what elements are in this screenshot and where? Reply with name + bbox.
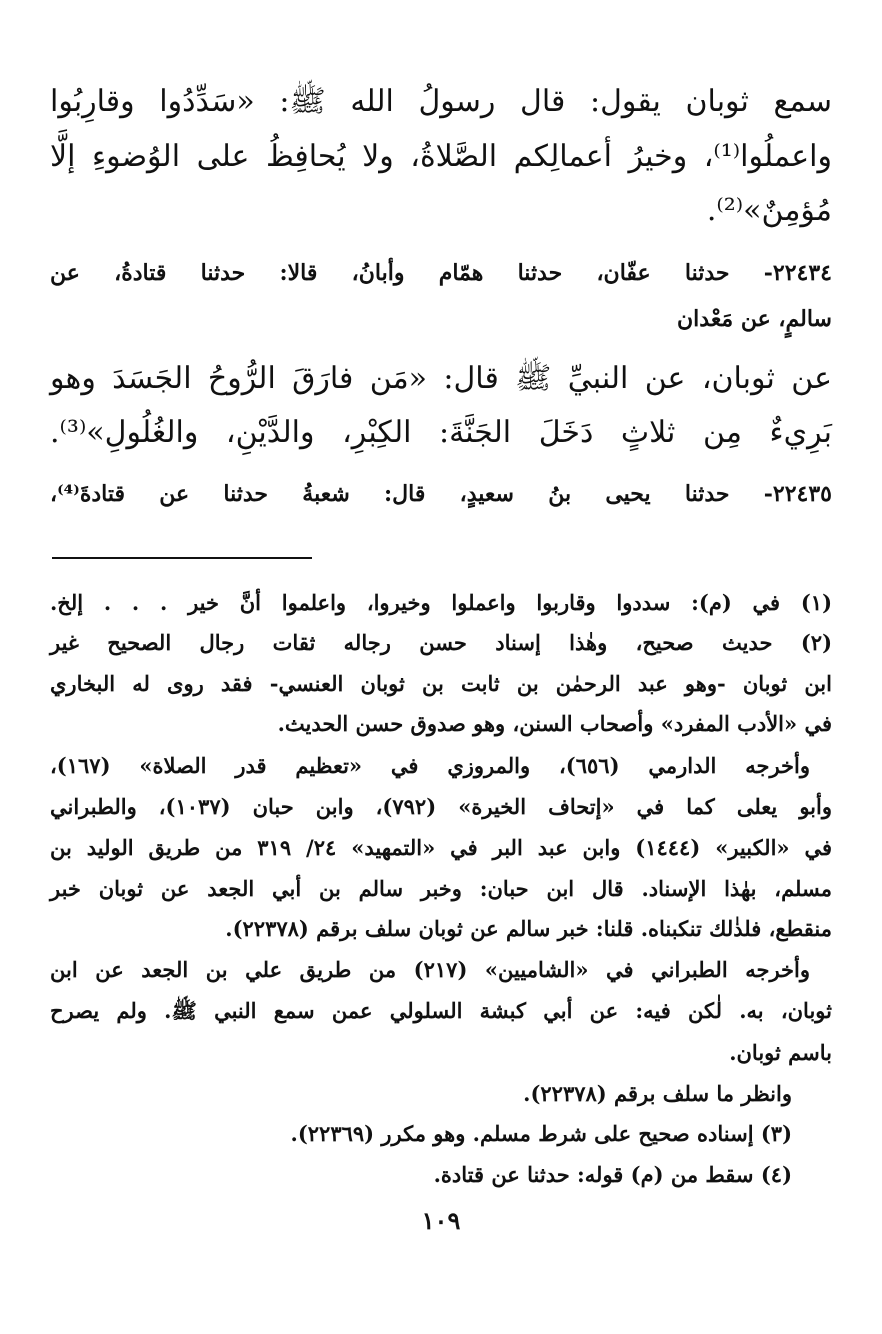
footnote-2-line-3: في «الأدب المفرد» وأصحاب السنن، وهو صدوق حسن الحديث. [277,711,832,736]
footnote-2-line-10: ثوبان، به. لٰكن فيه: عن أبي كبشة السلولي عمن سمع النبي ﷺ. ولم يصرح [50,998,832,1023]
isnad-22434-line-2: سالمٍ، عن مَعْدان [677,306,832,332]
footnote-2-line-2: ابن ثوبان -وهو عبد الرحمٰن بن ثابت بن ثوبان العنسي- فقد روى له البخاري [50,671,832,696]
footnote-2-line-5: وأبو يعلى كما في «إتحاف الخيرة» (٧٩٢)، وابن حبان (١٠٣٧)، والطبراني [50,794,832,819]
footnote-4: (٤) سقط من (م) قوله: حدثنا عن قتادة. [433,1162,792,1187]
footnote-2-line-4: وأخرجه الدارمي (٦٥٦)، والمروزي في «تعظيم قدر الصلاة» (١٦٧)، [50,753,810,778]
isnad-22435-line: ٢٢٤٣٥- حدثنا يحيى بنُ سعيدٍ، قال: شعبةُ حدثنا عن قتادةَ⁽⁴⁾، [50,481,832,507]
footnote-2-line-8: منقطع، فلذٰلك تنكبناه. قلنا: خبر سالم عن ثوبان سلف برقم (٢٢٣٧٨). [225,916,832,941]
hadith-line-1: سمع ثوبان يقول: قال رسولُ الله ﷺ: «سَدِّدُوا وقارِبُوا [50,84,832,119]
footnote-1: (١) في (م): سددوا وقاربوا واعملوا وخيروا، واعلموا أنَّ خير . . . إلخ. [50,590,832,615]
hadith-22434-line-1: عن ثوبان، عن النبيِّ ﷺ قال: «مَن فارَقَ الرُّوحُ الجَسَدَ وهو [50,361,832,396]
page-number: ١٠٩ [421,1206,461,1235]
footnote-2-line-1: (٢) حديث صحيح، وهٰذا إسناد حسن رجاله ثقات رجال الصحيح غير [50,630,832,655]
footnote-2-line-9: وأخرجه الطبراني في «الشاميين» (٢١٧) من طريق علي بن الجعد عن ابن [50,957,810,982]
hadith-line-3: مُؤمِنٌ»⁽²⁾. [706,193,832,228]
footnote-2-line-11: باسم ثوبان. [729,1040,832,1065]
footnote-2-line-6: في «الكبير» (١٤٤٤) وابن عبد البر في «التمهيد» ٢٤/ ٣١٩ من طريق الوليد بن [50,835,833,860]
isnad-22434-line-1: ٢٢٤٣٤- حدثنا عفّان، حدثنا همّام وأبانُ، قالا: حدثنا قتادةُ، عن [50,260,832,286]
footnote-2-line-7: مسلم، بهٰذا الإسناد. قال ابن حبان: وخبر سالم بن أبي الجعد عن ثوبان خبر [50,876,832,901]
footnote-2-line-12: وانظر ما سلف برقم (٢٢٣٧٨). [523,1081,792,1106]
footnote-3: (٣) إسناده صحيح على شرط مسلم. وهو مكرر (٢٢٣٦٩). [290,1121,792,1146]
hadith-line-2: واعملُوا⁽¹⁾، وخيرُ أعمالِكم الصَّلاةُ، ولا يُحافِظُ على الوُضوءِ إلَّا [50,139,832,174]
footnote-separator [52,557,312,559]
hadith-22434-line-2: بَرِيءٌ مِن ثلاثٍ دَخَلَ الجَنَّةَ: الكِبْرِ، والدَّيْنِ، والغُلُولِ»⁽³⁾. [50,415,832,450]
